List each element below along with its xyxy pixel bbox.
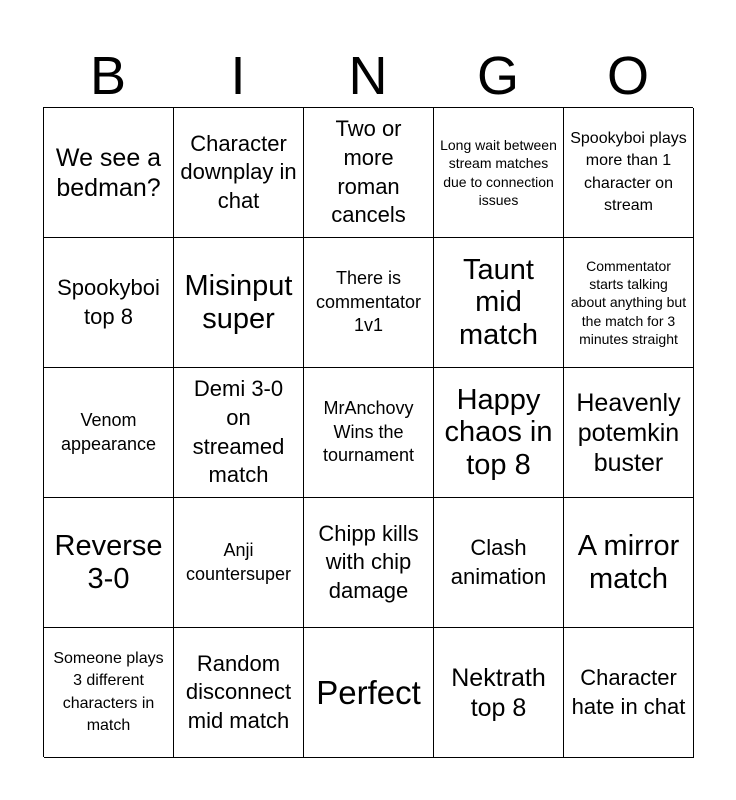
header-letter-n: N xyxy=(348,46,388,106)
bingo-cell[interactable] xyxy=(304,628,434,758)
bingo-cell[interactable] xyxy=(434,628,564,758)
cell-text: Demi 3-0 on streamed match xyxy=(192,376,285,488)
cell-text: Heavenly potemkin buster xyxy=(576,388,681,477)
cell-text: Long wait between stream matches due to connection issues xyxy=(440,137,557,208)
bingo-cell[interactable] xyxy=(44,628,174,758)
cell-text: Someone plays 3 different characters in match xyxy=(53,649,164,734)
cell-text: Happy chaos in top 8 xyxy=(444,383,553,481)
cell-text: Spookyboi plays more than 1 character on stream xyxy=(570,129,687,214)
cell-text: Character downplay in chat xyxy=(180,130,297,213)
bingo-cell[interactable] xyxy=(44,368,174,498)
bingo-cell[interactable] xyxy=(44,498,174,628)
cell-text: We see a bedman? xyxy=(55,143,162,202)
bingo-cell[interactable] xyxy=(174,628,304,758)
header-letter-g: G xyxy=(476,46,519,106)
cell-text: Two or more roman cancels xyxy=(331,116,406,228)
cell-text: There is commentator 1v1 xyxy=(315,268,422,336)
cell-text: Venom appearance xyxy=(60,410,157,454)
bingo-cell[interactable] xyxy=(174,498,304,628)
bingo-cell[interactable] xyxy=(304,498,434,628)
cell-text: Random disconnect mid match xyxy=(185,650,292,733)
cell-text: Reverse 3-0 xyxy=(54,530,163,595)
cell-text: Misinput super xyxy=(184,270,293,335)
bingo-cell[interactable] xyxy=(564,238,694,368)
header-letter-o: O xyxy=(606,46,649,106)
bingo-cell[interactable] xyxy=(304,238,434,368)
header-letter-b: B xyxy=(89,46,127,106)
cell-text: Perfect xyxy=(316,673,421,711)
cell-text: Clash animation xyxy=(450,534,547,589)
cell-text: Commentator starts talking about anything but the match for 3 minutes straight xyxy=(570,258,687,347)
cell-text: Character hate in chat xyxy=(571,664,686,719)
bingo-cell[interactable] xyxy=(434,108,564,238)
cell-text: Spookyboi top 8 xyxy=(57,274,160,329)
cell-text: Taunt mid match xyxy=(459,253,538,351)
bingo-cell[interactable] xyxy=(564,108,694,238)
cell-text: Chipp kills with chip damage xyxy=(318,520,419,603)
cell-text: Anji countersuper xyxy=(185,540,292,584)
bingo-cell[interactable] xyxy=(564,628,694,758)
bingo-grid xyxy=(43,107,693,757)
header-letter-i: I xyxy=(230,46,246,106)
cell-text: A mirror match xyxy=(577,530,680,595)
bingo-cell[interactable] xyxy=(174,108,304,238)
cell-text: MrAnchovy Wins the tournament xyxy=(322,398,415,466)
bingo-cell[interactable] xyxy=(304,368,434,498)
cell-text: Nektrath top 8 xyxy=(451,663,546,722)
bingo-header xyxy=(43,44,693,108)
bingo-cell[interactable] xyxy=(174,238,304,368)
bingo-cell[interactable] xyxy=(434,238,564,368)
bingo-cell[interactable] xyxy=(44,108,174,238)
bingo-cell[interactable] xyxy=(434,368,564,498)
bingo-cell[interactable] xyxy=(434,498,564,628)
bingo-cell[interactable] xyxy=(564,498,694,628)
bingo-cell[interactable] xyxy=(174,368,304,498)
bingo-cell[interactable] xyxy=(44,238,174,368)
bingo-cell[interactable] xyxy=(564,368,694,498)
bingo-cell[interactable] xyxy=(304,108,434,238)
